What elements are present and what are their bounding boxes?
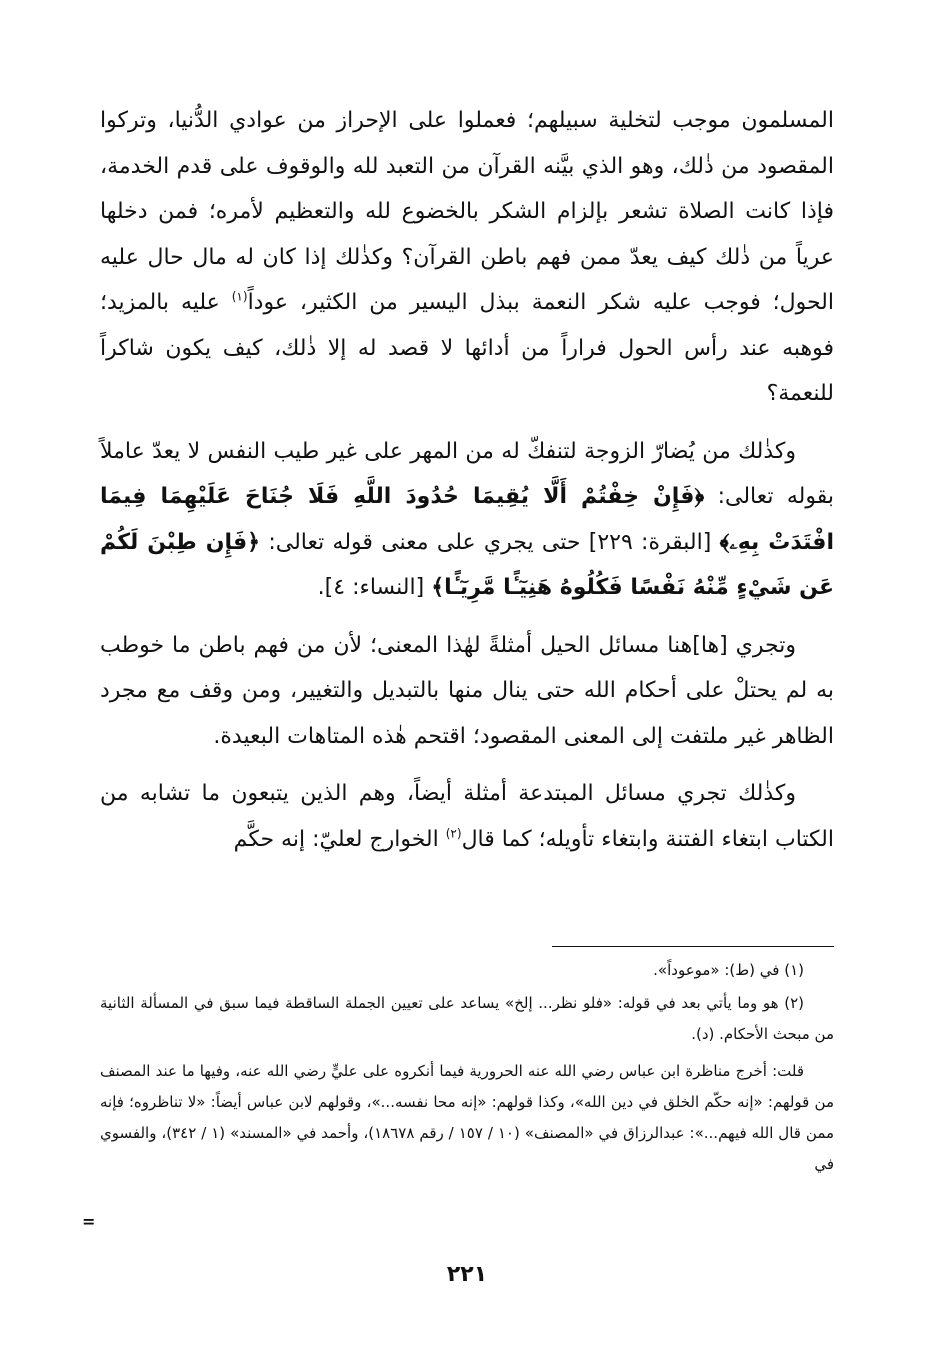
main-text [100, 98, 834, 874]
paragraph-4-text-b: الخوارج لعليّ: إنه حكَّم [233, 826, 446, 852]
footnotes [100, 955, 834, 1182]
quran-verse-baqarah: ﴿فَإِنْ خِفْتُمْ أَلَّا يُقِيمَا حُدُودَ اللَّهِ فَلَا جُنَاحَ عَلَيْهِمَا فِيمَا افْتَدَتْ بِهِۦ﴾ [100, 484, 834, 555]
paragraph-3: وتجري [ها]هنا مسائل الحيل أمثلةً لهٰذا المعنى؛ لأن من فهم باطن ما خوطب به لم يحتلْ على أحكام الله حتى ينال منها بالتبديل والتغيير، ومن وقف مع مجرد الظاهر غير ملتفت إلى المعنى المقصود؛ اقتحم هٰذه المتاهات البعيدة. [100, 632, 834, 749]
footnote-separator [552, 946, 834, 947]
paragraph-4-text-a: وكذٰلك تجري مسائل المبتدعة أمثلة أيضاً، وهم الذين يتبعون ما تشابه من الكتاب ابتغاء الفتنة وابتغاء تأويله؛ كما قال [100, 781, 834, 852]
paragraph-4 [100, 771, 834, 862]
paragraph-2-text-b: [البقرة: ٢٢٩] حتى يجري على معنى قوله تعالى: [260, 529, 720, 555]
paragraph-1-text: المسلمون موجب لتخلية سبيلهم؛ فعملوا على الإحراز من عوادي الدُّنيا، وتركوا المقصود من ذٰلك، وهو الذي بيَّنه القرآن من التعبد لله والوقوف على قدم الخدمة، فإذا كانت الصلاة تشعر بإلزام الشكر بالخضوع لله والتعظيم لأمره؛ فمن دخلها عرياً من ذٰلك كيف يعدّ ممن فهم باطن القرآن؟ وكذٰلك إذا كان له مال حال عليه الحول؛ فوجب عليه شكر النعمة ببذل اليسير من الكثير، عوداً [100, 108, 834, 315]
paragraph-1 [100, 98, 834, 417]
paragraph-2-text-c: [النساء: ٤]. [317, 575, 432, 600]
footnote-ref-2: (٢) [445, 826, 462, 841]
footnote-ref-1: (١) [231, 289, 248, 304]
paragraph-2-text-a: وكذٰلك من يُضارّ الزوجة لتنفكّ له من المهر على غير طيب النفس لا يعدّ عاملاً بقوله تعالى: [100, 438, 834, 509]
page-number: ٢٢١ [446, 1262, 488, 1287]
footnote-1: (١) في (ط): «موعوداً». [653, 961, 804, 979]
continuation-mark: = [82, 1212, 96, 1231]
paragraph-2 [100, 429, 834, 611]
footnote-2: (٢) هو وما يأتي بعد في قوله: «فلو نظر... إلخ» يساعد على تعيين الجملة الساقطة فيما سبق في المسألة الثانية من مبحث الأحكام. (د). [100, 994, 834, 1043]
paragraph-1-end: عليه بالمزيد؛ فوهبه عند رأس الحول فراراً من أدائها لا قصد له إلا ذٰلك، كيف يكون شاكراً للنعمة؟ [100, 290, 834, 406]
quran-verse-nisa: ﴿فَإِن طِبْنَ لَكُمْ عَن شَيْءٍ مِّنْهُ نَفْسًا فَكُلُوهُ هَنِيٓـًٔا مَّرِيٓـًٔا﴾ [100, 529, 834, 600]
footnote-3: قلت: أخرج مناظرة ابن عباس رضي الله عنه الحرورية فيما أنكروه على عليٍّ رضي الله عنه، وفيها ما عند المصنف من قولهم: «إنه حكّم الخلق في دين الله»، وكذا قولهم: «إنه محا نفسه...»، وقولهم لابن عباس أيضاً: «لا تناظروه؛ فإنه ممن قال الله فيهم...»: عبدالرزاق في «المصنف» (١٠ / ١٥٧ / رقم ١٨٦٧٨)، وأحمد في «المسند» (١ / ٣٤٢)، والفسوي في [100, 1062, 835, 1173]
